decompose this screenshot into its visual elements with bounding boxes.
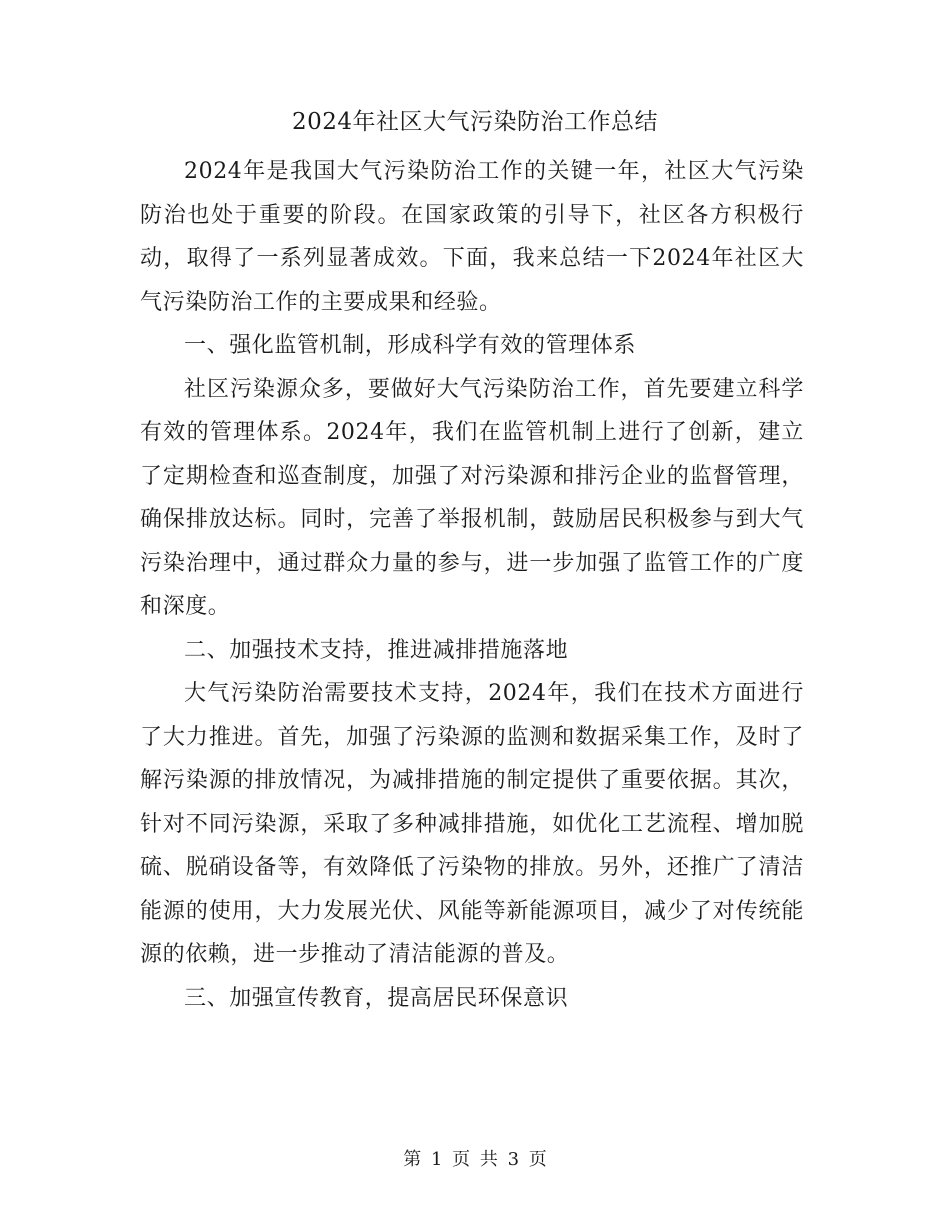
intro-paragraph: 2024年是我国大气污染防治工作的关键一年，社区大气污染防治也处于重要的阶段。在国家政策的引导下，社区各方积极行动，取得了一系列显著成效。下面，我来总结一下2024年社区大气污染防治工作的主要成果和经验。 xyxy=(140,159,804,315)
document-body xyxy=(140,150,804,1020)
section-heading-2: 二、加强技术支持，推进减排措施落地 xyxy=(184,637,569,663)
section-1-paragraph: 社区污染源众多，要做好大气污染防治工作，首先要建立科学有效的管理体系。2024年，我们在监管机制上进行了创新，建立了定期检查和巡查制度，加强了对污染源和排污企业的监督管理，确保排放达标。同时，完善了举报机制，鼓励居民积极参与到大气污染治理中，通过群众力量的参与，进一步加强了监管工作的广度和深度。 xyxy=(140,376,804,619)
section-heading-1: 一、强化监管机制，形成科学有效的管理体系 xyxy=(184,333,637,358)
document-title: 2024年社区大气污染防治工作总结 xyxy=(291,109,659,135)
section-heading-3: 三、加强宣传教育，提高居民环保意识 xyxy=(184,985,569,1011)
section-2-paragraph: 大气污染防治需要技术支持，2024年，我们在技术方面进行了大力推进。首先，加强了污染源的监测和数据采集工作，及时了解污染源的排放情况，为减排措施的制定提供了重要依据。其次，针对不同污染源，采取了多种减排措施，如优化工艺流程、增加脱硫、脱硝设备等，有效降低了污染物的排放。另外，还推广了清洁能源的使用，大力发展光伏、风能等新能源项目，减少了对传统能源的依赖，进一步推动了清洁能源的普及。 xyxy=(140,681,804,967)
page-footer: 第 1 页 共 3 页 xyxy=(403,1149,547,1170)
